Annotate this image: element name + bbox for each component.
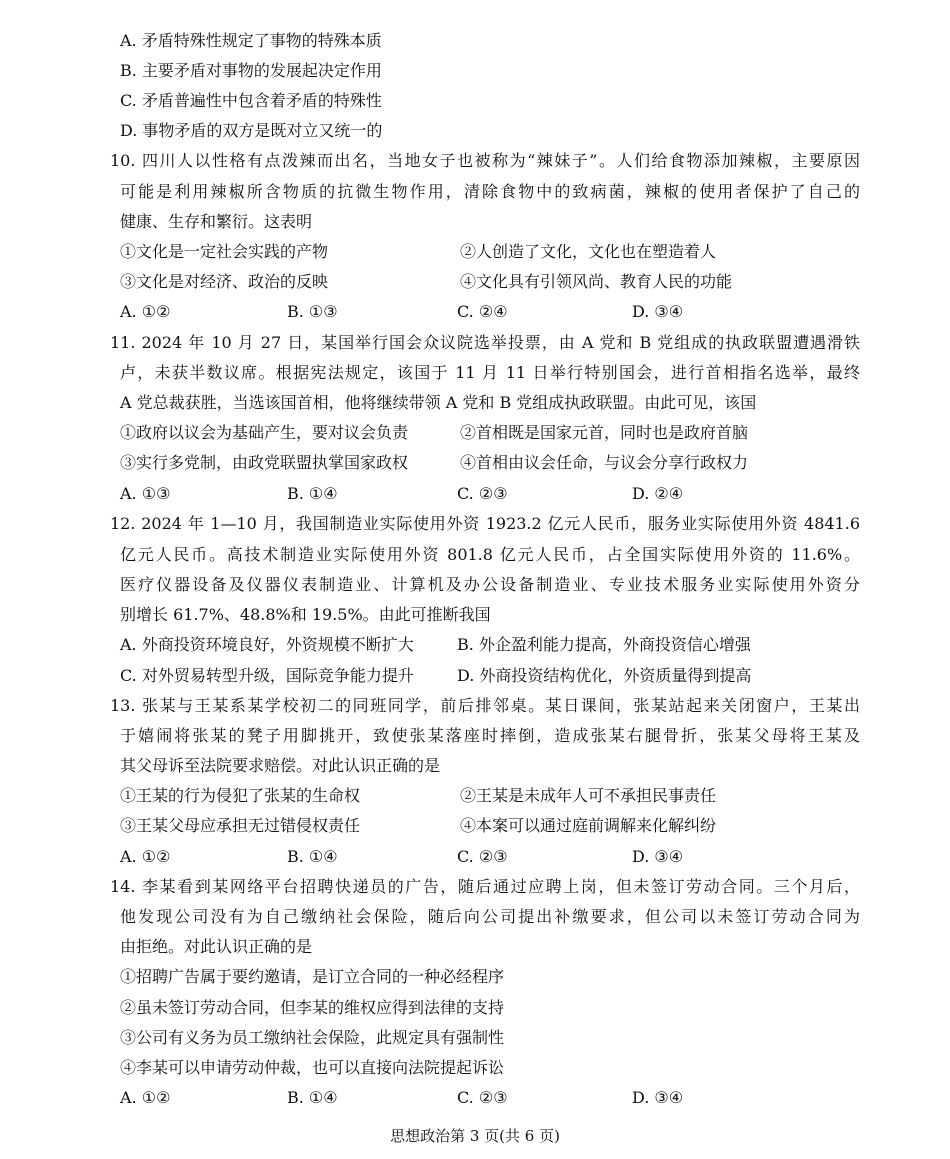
q11-stem-line: 卢，未获半数议席。根据宪法规定，该国于 11 月 11 日举行特别国会，进行首相指名选举，最终 [120,363,860,382]
q9-option-c: C. 矛盾普遍性中包含着矛盾的特殊性 [120,91,382,110]
q12-stem-line: 别增长 61.7%、48.8%和 19.5%。由此可推断我国 [120,605,491,624]
q11-items-row [0,423,950,443]
q13-choices-row [0,847,950,867]
q14-stem-line: 由拒绝。对此认识正确的是 [120,937,313,956]
q12-option-b: B. 外企盈利能力提高，外商投资信心增强 [457,635,751,654]
q11-items-row [0,453,950,473]
q10-stem-line: 10. 四川人以性格有点泼辣而出名，当地女子也被称为“辣妹子”。人们给食物添加辣椒，主要原因 [110,151,860,170]
q12-stem-line: 亿元人民币。高技术制造业实际使用外资 801.8 亿元人民币，占全国实际使用外资的 11.6%。 [120,545,860,564]
q9-option-d: D. 事物矛盾的双方是既对立又统一的 [120,121,383,140]
q10-choices-row [0,302,950,322]
q11-stem-line: 11. 2024 年 10 月 27 日，某国举行国会众议院选举投票，由 A 党和 B 党组成的执政联盟遭遇滑铁 [110,333,860,352]
q14-item: ①招聘广告属于要约邀请，是订立合同的一种必经程序 [120,967,505,986]
q14-item: ③公司有义务为员工缴纳社会保险，此规定具有强制性 [120,1028,505,1047]
q10-choice: A. ①② [120,302,171,321]
q11-item: ②首相既是国家元首，同时也是政府首脑 [460,423,749,442]
q12-stem-line: 医疗仪器设备及仪器仪表制造业、计算机及办公设备制造业、专业技术服务业实际使用外资分 [120,575,860,594]
q13-choice: A. ①② [120,847,171,866]
q13-item: ②王某是未成年人可不承担民事责任 [460,786,717,805]
q10-item: ③文化是对经济、政治的反映 [120,272,329,291]
q13-item: ③王某父母应承担无过错侵权责任 [120,816,361,835]
q10-item: ①文化是一定社会实践的产物 [120,242,329,261]
q11-choice: A. ①③ [120,484,171,503]
q13-stem-line: 其父母诉至法院要求赔偿。对此认识正确的是 [120,756,441,775]
q13-items-row [0,816,950,836]
q11-item: ③实行多党制，由政党联盟执掌国家政权 [120,453,409,472]
q13-stem-line: 于嬉闹将张某的凳子用脚挑开，致使张某落座时摔倒，造成张某右腿骨折，张某父母将王某及 [120,726,860,745]
q11-choice: C. ②③ [457,484,508,503]
q13-stem-line: 13. 张某与王某系某学校初二的同班同学，前后排邻桌。某日课间，张某站起来关闭窗户，王某出 [110,696,860,715]
q10-choice: B. ①③ [287,302,338,321]
q11-choices-row [0,484,950,504]
q14-choice: A. ①② [120,1088,171,1107]
q14-stem-line: 他发现公司没有为自己缴纳社会保险，随后向公司提出补缴要求，但公司以未签订劳动合同为 [120,907,860,926]
q12-option-c: C. 对外贸易转型升级，国际竞争能力提升 [120,666,414,685]
q12-options-row [0,666,950,686]
q12-option-d: D. 外商投资结构优化，外资质量得到提高 [457,666,752,685]
q14-choice: C. ②③ [457,1088,508,1107]
q12-stem-line: 12. 2024 年 1—10 月，我国制造业实际使用外资 1923.2 亿元人民币，服务业实际使用外资 4841.6 [110,514,860,533]
q14-item: ②虽未签订劳动合同，但李某的维权应得到法律的支持 [120,998,505,1017]
q10-items-row [0,242,950,262]
q11-choice: D. ②④ [632,484,684,503]
q10-choice: C. ②④ [457,302,508,321]
q12-options-row [0,635,950,655]
q11-item: ①政府以议会为基础产生，要对议会负责 [120,423,409,442]
q11-choice: B. ①④ [287,484,338,503]
q13-choice: C. ②③ [457,847,508,866]
q14-choices-row [0,1088,950,1108]
q11-stem-line: A 党总裁获胜，当选该国首相，他将继续带领 A 党和 B 党组成执政联盟。由此可见，该国 [120,393,757,412]
page-footer: 思想政治第 3 页(共 6 页) [390,1127,560,1145]
q10-choice: D. ③④ [632,302,684,321]
q14-stem-line: 14. 李某看到某网络平台招聘快递员的广告，随后通过应聘上岗，但未签订劳动合同。三个月后， [110,877,860,896]
q12-option-a: A. 外商投资环境良好，外资规模不断扩大 [120,635,414,654]
q10-item: ④文化具有引领风尚、教育人民的功能 [460,272,733,291]
q14-choice: B. ①④ [287,1088,338,1107]
q14-item: ④李某可以申请劳动仲裁，也可以直接向法院提起诉讼 [120,1058,505,1077]
q9-option-a: A. 矛盾特殊性规定了事物的特殊本质 [120,31,382,50]
q13-choice: D. ③④ [632,847,684,866]
q10-stem-line: 健康、生存和繁衍。这表明 [120,212,313,231]
q13-item: ①王某的行为侵犯了张某的生命权 [120,786,361,805]
q10-item: ②人创造了文化，文化也在塑造着人 [460,242,717,261]
q13-item: ④本案可以通过庭前调解来化解纠纷 [460,816,717,835]
q11-item: ④首相由议会任命，与议会分享行政权力 [460,453,749,472]
q10-items-row [0,272,950,292]
q9-option-b: B. 主要矛盾对事物的发展起决定作用 [120,61,382,80]
q10-stem-line: 可能是利用辣椒所含物质的抗微生物作用，清除食物中的致病菌，辣椒的使用者保护了自己的 [120,182,860,201]
q13-items-row [0,786,950,806]
q14-choice: D. ③④ [632,1088,684,1107]
q13-choice: B. ①④ [287,847,338,866]
